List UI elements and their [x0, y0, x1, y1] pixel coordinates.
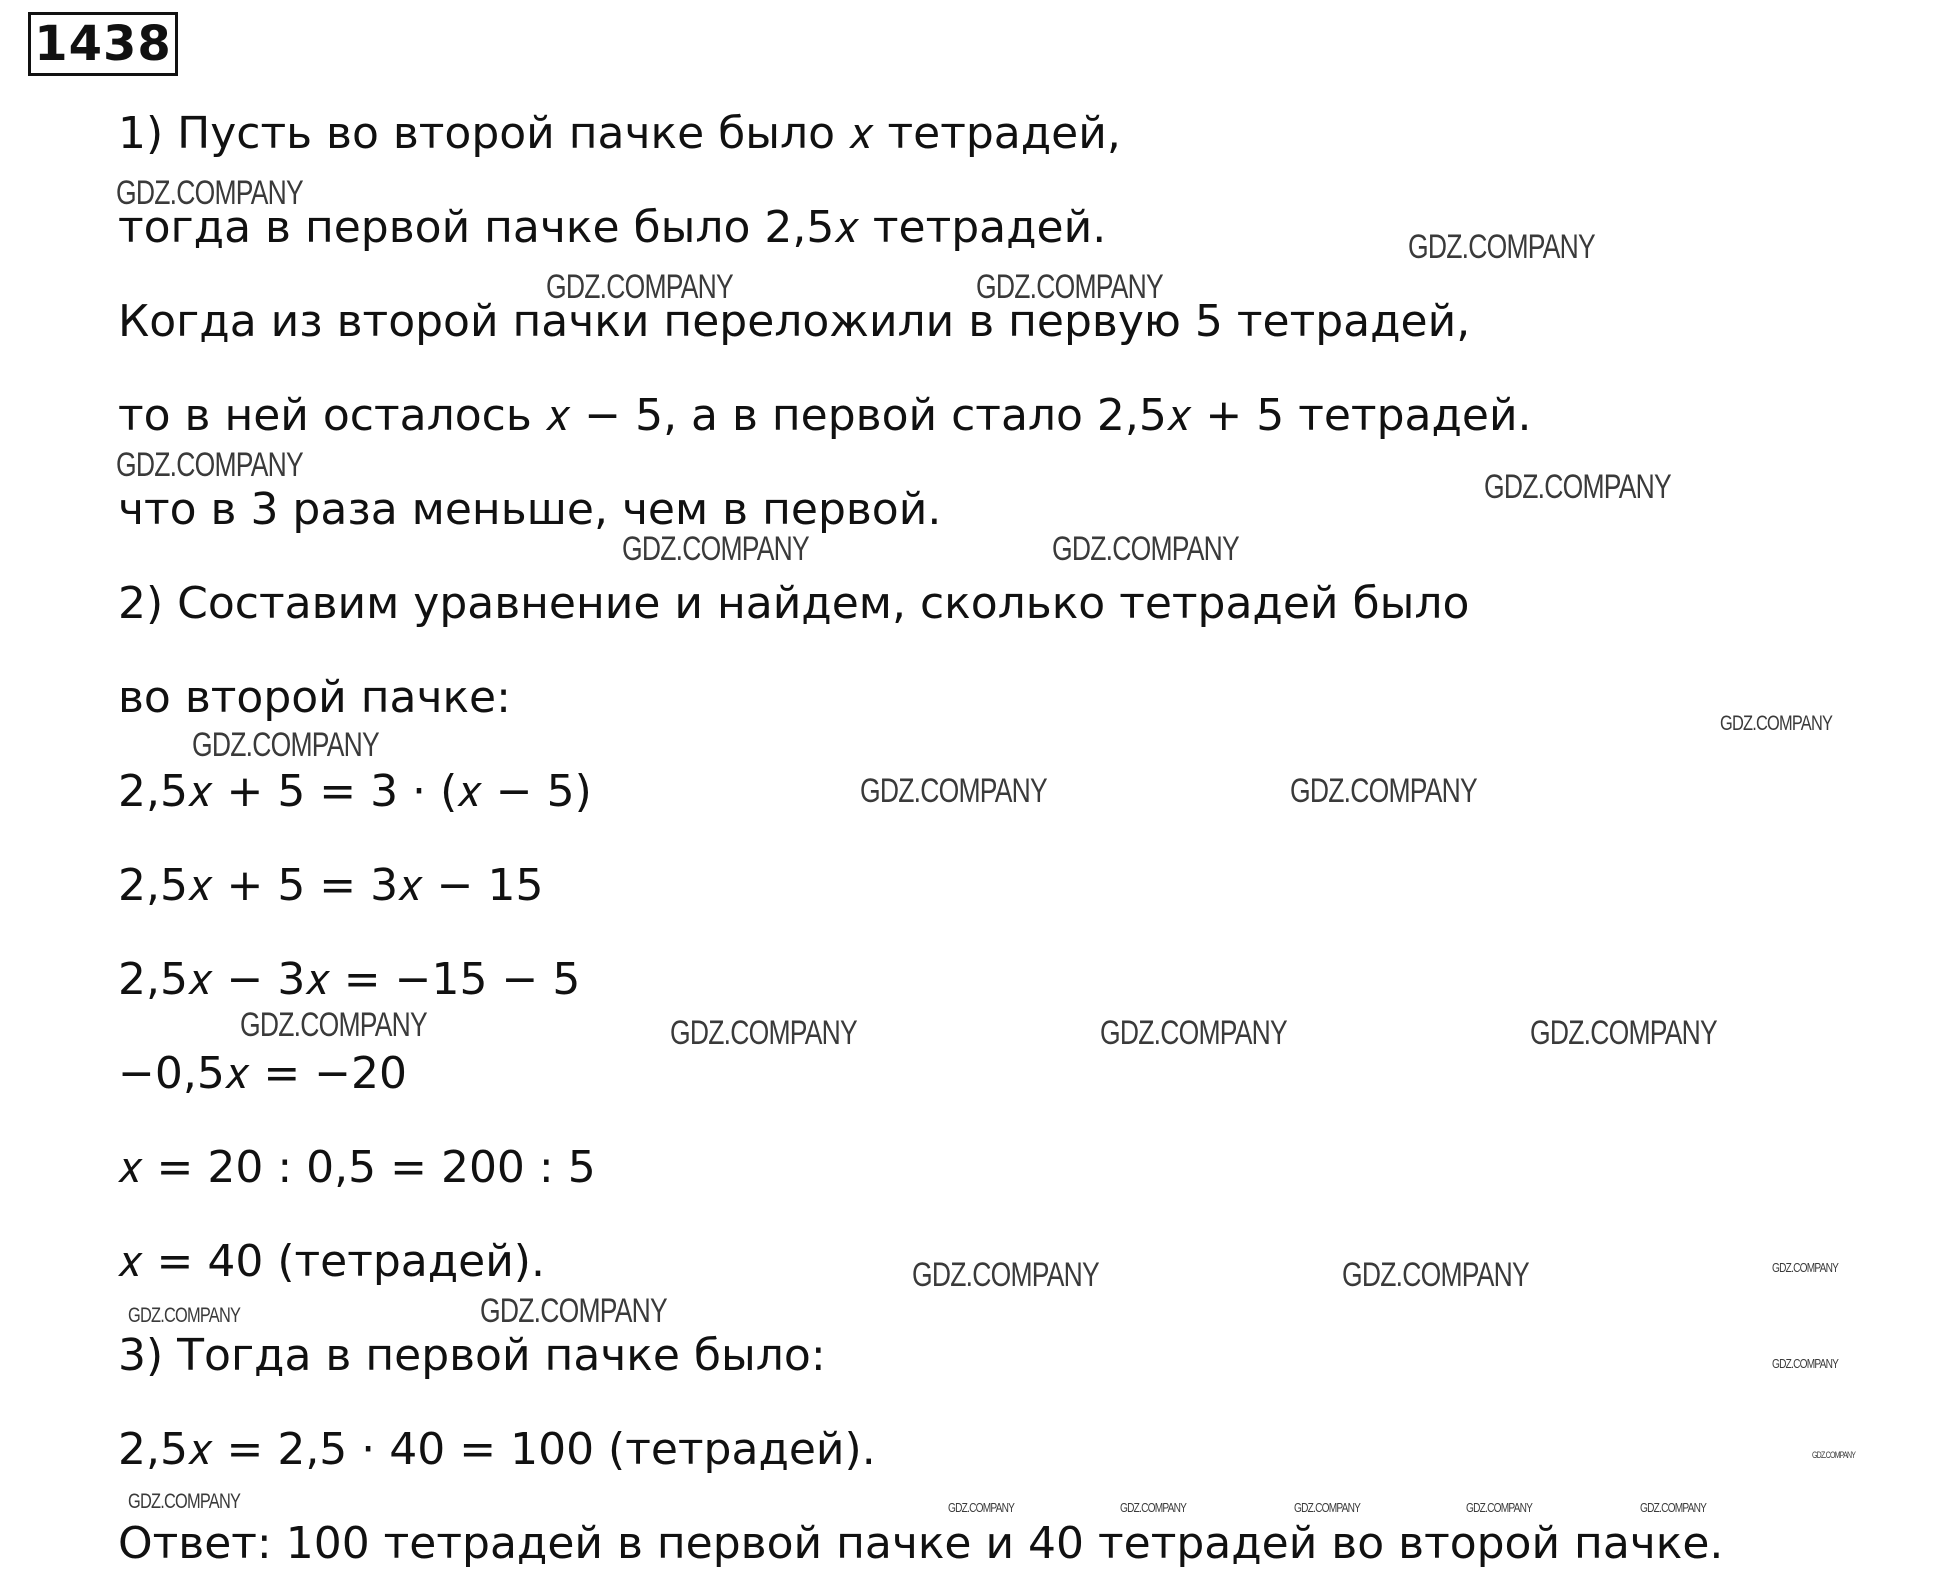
watermark: GDZ.COMPANY	[860, 772, 1047, 810]
watermark: GDZ.COMPANY	[480, 1292, 667, 1330]
watermark: GDZ.COMPANY	[1772, 1356, 1839, 1371]
watermark: GDZ.COMPANY	[1120, 1500, 1187, 1515]
watermark: GDZ.COMPANY	[1100, 1014, 1287, 1052]
equation-line-3: 2,5𝑥 − 3𝑥 = −15 − 5	[118, 954, 581, 1005]
answer-line: Ответ: 100 тетрадей в первой пачке и 40 тетрадей во второй пачке.	[118, 1518, 1724, 1569]
watermark: GDZ.COMPANY	[1408, 228, 1595, 266]
equation-line-5: 𝑥 = 20 : 0,5 = 200 : 5	[118, 1142, 596, 1193]
watermark: GDZ.COMPANY	[240, 1006, 427, 1044]
watermark: GDZ.COMPANY	[1342, 1256, 1529, 1294]
watermark: GDZ.COMPANY	[1466, 1500, 1533, 1515]
watermark: GDZ.COMPANY	[1294, 1500, 1361, 1515]
solution-line-7: во второй пачке:	[118, 672, 511, 723]
equation-line-6: 𝑥 = 40 (тетрадей).	[118, 1236, 545, 1287]
watermark: GDZ.COMPANY	[1290, 772, 1477, 810]
watermark: GDZ.COMPANY	[546, 268, 733, 306]
equation-line-7: 2,5𝑥 = 2,5 ⋅ 40 = 100 (тетрадей).	[118, 1424, 876, 1475]
watermark: GDZ.COMPANY	[1812, 1450, 1856, 1460]
watermark: GDZ.COMPANY	[912, 1256, 1099, 1294]
watermark: GDZ.COMPANY	[128, 1490, 241, 1513]
watermark: GDZ.COMPANY	[1640, 1500, 1707, 1515]
solution-line-8: 3) Тогда в первой пачке было:	[118, 1330, 826, 1381]
problem-number: 1438	[28, 12, 178, 76]
solution-line-5: что в 3 раза меньше, чем в первой.	[118, 484, 942, 535]
watermark: GDZ.COMPANY	[670, 1014, 857, 1052]
watermark: GDZ.COMPANY	[1484, 468, 1671, 506]
watermark: GDZ.COMPANY	[1530, 1014, 1717, 1052]
equation-line-2: 2,5𝑥 + 5 = 3𝑥 − 15	[118, 860, 544, 911]
solution-line-6: 2) Составим уравнение и найдем, сколько тетрадей было	[118, 578, 1470, 629]
watermark: GDZ.COMPANY	[948, 1500, 1015, 1515]
equation-line-4: −0,5𝑥 = −20	[118, 1048, 408, 1099]
watermark: GDZ.COMPANY	[116, 446, 303, 484]
watermark: GDZ.COMPANY	[1772, 1260, 1839, 1275]
watermark: GDZ.COMPANY	[976, 268, 1163, 306]
solution-line-2: тогда в первой пачке было 2,5𝑥 тетрадей.	[118, 202, 1107, 253]
solution-line-1: 1) Пусть во второй пачке было 𝑥 тетрадей,	[118, 108, 1121, 159]
equation-line-1: 2,5𝑥 + 5 = 3 ⋅ (𝑥 − 5)	[118, 766, 592, 817]
watermark: GDZ.COMPANY	[128, 1304, 241, 1327]
watermark: GDZ.COMPANY	[1052, 530, 1239, 568]
watermark: GDZ.COMPANY	[622, 530, 809, 568]
solution-line-4: то в ней осталось 𝑥 − 5, а в первой стало 2,5𝑥 + 5 тетрадей.	[118, 390, 1532, 441]
solution-line-3: Когда из второй пачки переложили в первую 5 тетрадей,	[118, 296, 1471, 347]
watermark: GDZ.COMPANY	[192, 726, 379, 764]
watermark: GDZ.COMPANY	[1720, 712, 1833, 735]
watermark: GDZ.COMPANY	[116, 174, 303, 212]
